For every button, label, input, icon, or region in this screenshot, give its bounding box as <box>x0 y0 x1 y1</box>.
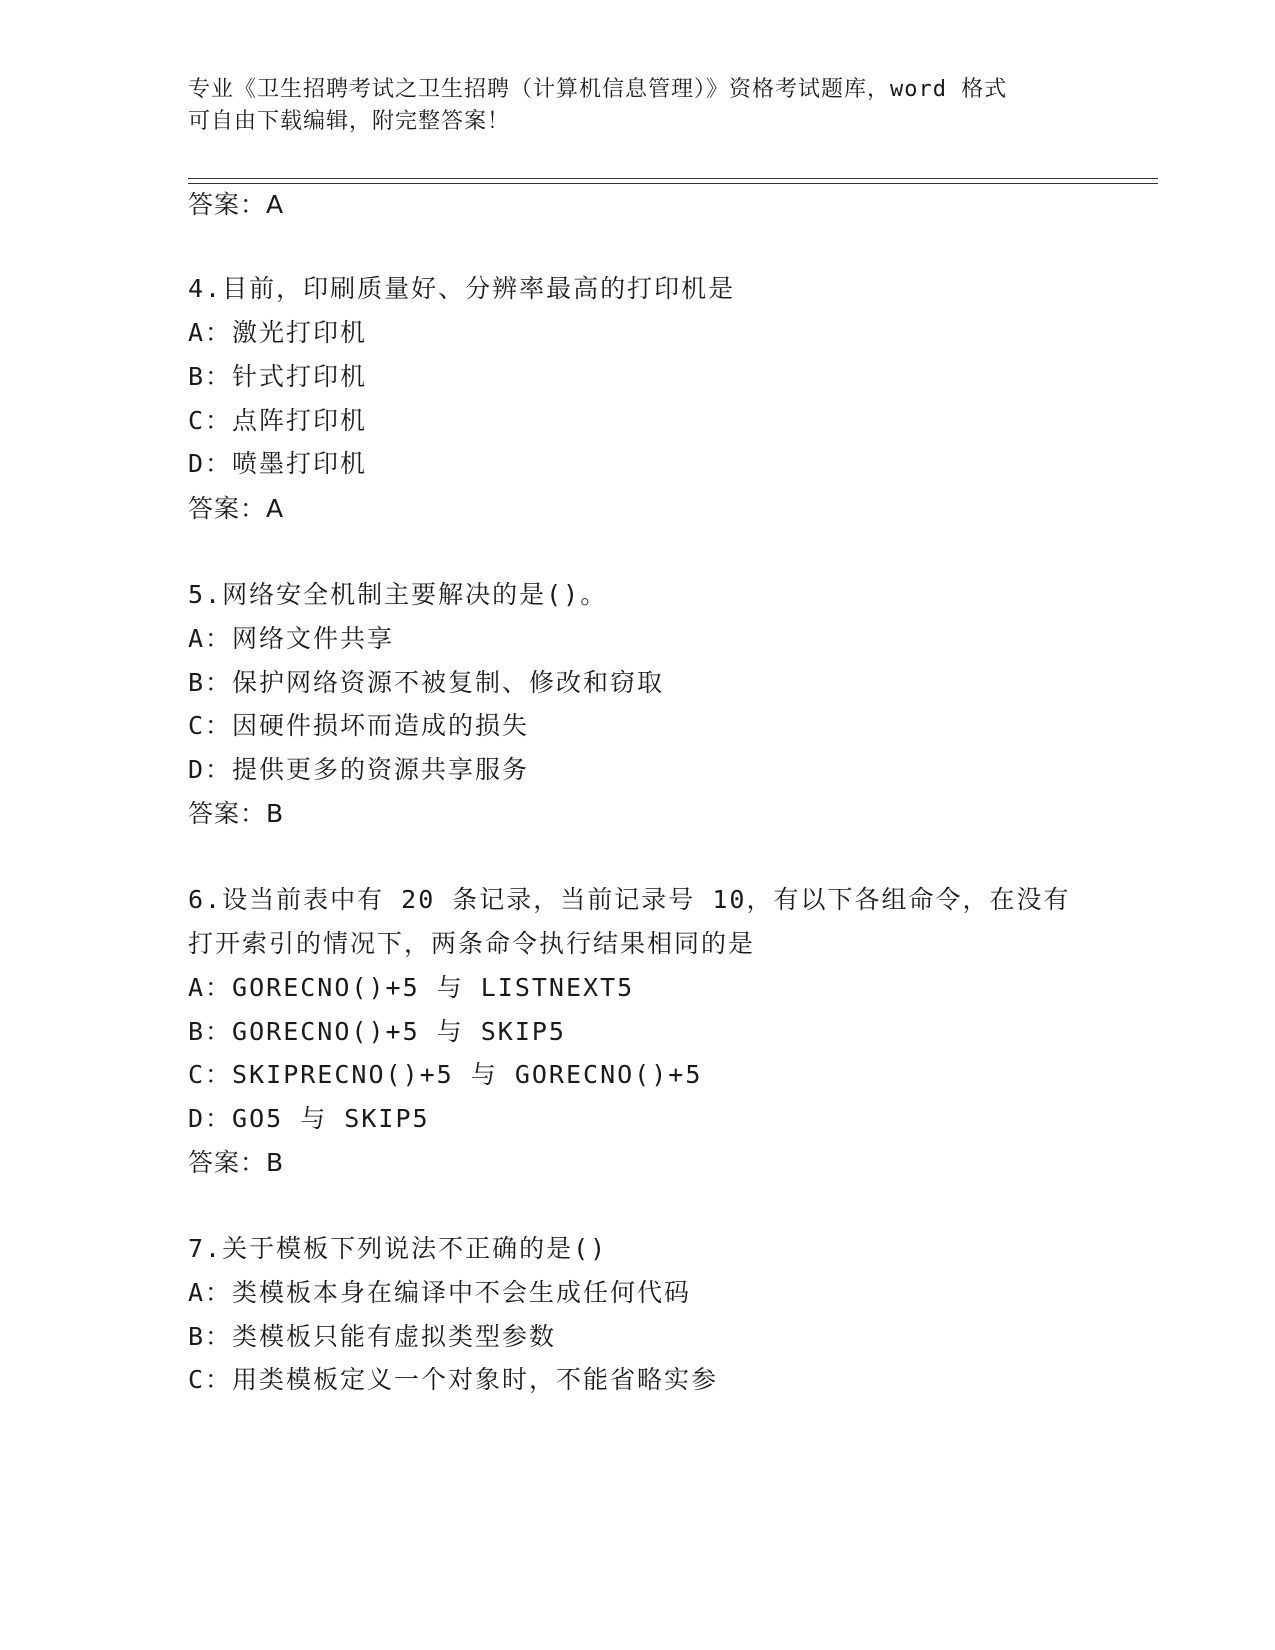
question-5-option-d: D：提供更多的资源共享服务 <box>188 755 530 784</box>
question-6-option-b: B：GORECNO()+5 与 SKIP5 <box>188 1017 566 1046</box>
header-rule-top <box>188 178 1158 179</box>
header-title-line-1: 专业《卫生招聘考试之卫生招聘（计算机信息管理）》资格考试题库，word 格式 <box>188 77 1008 102</box>
question-4-stem: 4.目前，印刷质量好、分辨率最高的打印机是 <box>188 274 736 303</box>
document-header <box>188 74 1068 138</box>
question-4-option-c: C：点阵打印机 <box>188 406 368 435</box>
question-4-answer: 答案：A <box>188 494 285 523</box>
question-6-stem-line-1: 6.设当前表中有 20 条记录，当前记录号 10，有以下各组命令，在没有 <box>188 885 1071 914</box>
question-7-stem: 7.关于模板下列说法不正确的是() <box>188 1234 608 1263</box>
question-6-answer: 答案：B <box>188 1148 285 1177</box>
question-6-option-c: C：SKIPRECNO()+5 与 GORECNO()+5 <box>188 1060 703 1089</box>
header-rule-bottom <box>188 183 1158 184</box>
question-5-answer: 答案：B <box>188 799 285 828</box>
question-7-option-b: B：类模板只能有虚拟类型参数 <box>188 1322 557 1351</box>
question-4-option-a: A：激光打印机 <box>188 318 368 347</box>
question-6-option-a: A：GORECNO()+5 与 LISTNEXT5 <box>188 973 635 1002</box>
question-4-option-b: B：针式打印机 <box>188 362 368 391</box>
question-4-option-d: D：喷墨打印机 <box>188 449 368 478</box>
question-5-stem: 5.网络安全机制主要解决的是()。 <box>188 580 608 609</box>
question-5-option-b: B：保护网络资源不被复制、修改和窃取 <box>188 668 665 697</box>
question-7-option-a: A：类模板本身在编译中不会生成任何代码 <box>188 1278 692 1307</box>
header-title-line-2: 可自由下载编辑，附完整答案！ <box>188 109 511 134</box>
question-6-stem-line-2: 打开索引的情况下，两条命令执行结果相同的是 <box>188 929 756 958</box>
question-7-option-c: C：用类模板定义一个对象时，不能省略实参 <box>188 1365 719 1394</box>
question-6-option-d: D：GO5 与 SKIP5 <box>188 1104 430 1133</box>
answer-q3: 答案：A <box>188 190 285 219</box>
question-5-option-c: C：因硬件损坏而造成的损失 <box>188 711 530 740</box>
question-5-option-a: A：网络文件共享 <box>188 624 395 653</box>
